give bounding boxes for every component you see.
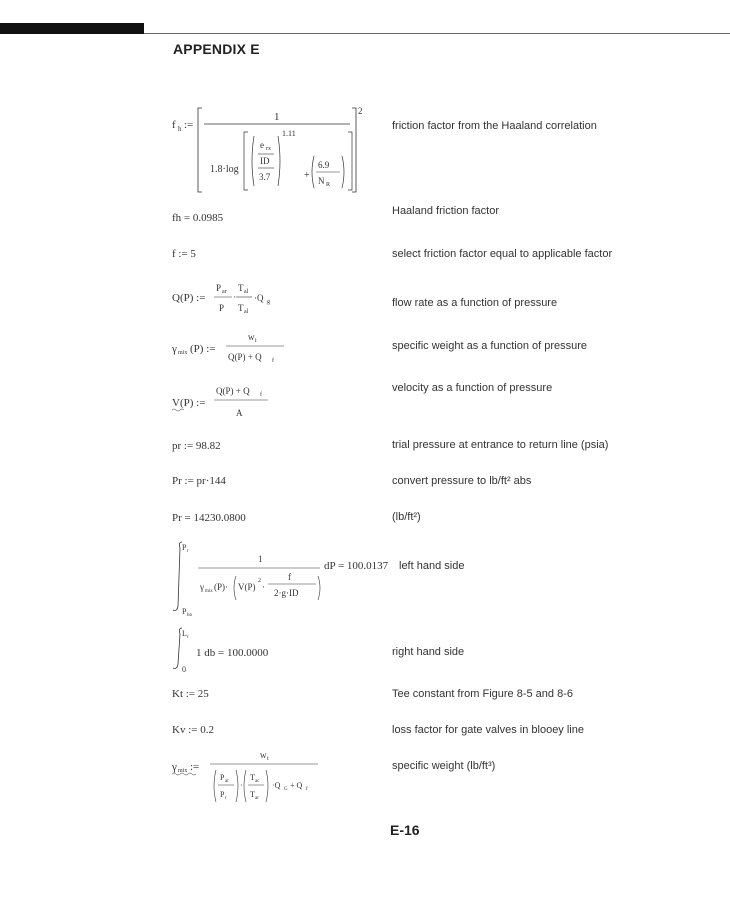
velocity-desc: velocity as a function of pressure bbox=[392, 382, 553, 394]
svg-text:(P)·: (P)· bbox=[214, 582, 228, 592]
svg-text:e: e bbox=[260, 140, 264, 150]
svg-text:R: R bbox=[326, 182, 331, 188]
gate-valve-desc: loss factor for gate valves in blooey line bbox=[392, 724, 584, 736]
svg-text:w: w bbox=[260, 750, 267, 760]
svg-text:f: f bbox=[172, 119, 176, 131]
svg-text:t: t bbox=[255, 338, 257, 344]
header-bar bbox=[0, 23, 144, 34]
svg-text:g: g bbox=[267, 299, 270, 305]
p-value-expr: Pr = 14230.0800 bbox=[172, 512, 246, 524]
svg-text::=: := bbox=[190, 761, 200, 773]
svg-text:P: P bbox=[220, 773, 225, 782]
rhs-integral-result: 1 db = 100.0000 bbox=[196, 647, 269, 659]
appendix-heading: APPENDIX E bbox=[173, 41, 260, 57]
haaland-equation bbox=[172, 106, 372, 199]
tee-const-desc: Tee constant from Figure 8-5 and 8-6 bbox=[392, 688, 573, 700]
svg-text:mix: mix bbox=[178, 768, 188, 774]
svg-text:mix: mix bbox=[178, 350, 188, 356]
trial-p-desc: trial pressure at entrance to return line (psia) bbox=[392, 439, 609, 451]
svg-text:r: r bbox=[187, 635, 189, 640]
svg-text:f: f bbox=[288, 572, 291, 582]
svg-text:ar: ar bbox=[225, 779, 229, 784]
haaland-desc: friction factor from the Haaland correlation bbox=[392, 120, 597, 132]
select-f-desc: select friction factor equal to applicable factor bbox=[392, 248, 613, 260]
svg-text:mix: mix bbox=[205, 589, 213, 594]
lhs-integral-result: dP = 100.0137 bbox=[324, 560, 389, 572]
spec-weight2-desc: specific weight (lb/ft³) bbox=[392, 760, 496, 772]
svg-text:2: 2 bbox=[358, 106, 363, 116]
velocity-equation bbox=[172, 384, 292, 423]
svg-text:f: f bbox=[272, 358, 274, 364]
svg-text:+: + bbox=[304, 170, 310, 181]
spec-weight-equation bbox=[172, 330, 292, 367]
svg-text:al: al bbox=[244, 289, 249, 295]
svg-text:T: T bbox=[250, 790, 255, 799]
svg-text:P: P bbox=[219, 303, 225, 313]
svg-text:ar: ar bbox=[255, 796, 259, 801]
svg-text:P: P bbox=[182, 543, 187, 552]
svg-text:T: T bbox=[238, 283, 244, 293]
svg-text:·: · bbox=[240, 781, 243, 790]
haaland-value: fh = 0.0985 bbox=[172, 212, 224, 224]
flow-rate-equation bbox=[172, 280, 292, 317]
svg-text:Q(P) :=: Q(P) := bbox=[172, 292, 206, 304]
svg-text:P: P bbox=[182, 607, 187, 616]
flow-rate-desc: flow rate as a function of pressure bbox=[392, 297, 558, 309]
svg-text:Q(P) + Q: Q(P) + Q bbox=[228, 352, 262, 362]
svg-text:N: N bbox=[318, 176, 325, 186]
svg-text:ar: ar bbox=[222, 289, 227, 295]
svg-text:6.9: 6.9 bbox=[318, 160, 330, 170]
svg-text:r: r bbox=[187, 549, 189, 554]
svg-text:V(P) :=: V(P) := bbox=[172, 397, 206, 409]
svg-text:T: T bbox=[250, 773, 255, 782]
svg-text:·Q: ·Q bbox=[254, 293, 264, 303]
svg-text:L: L bbox=[182, 629, 187, 638]
svg-text:Q(P) + Q: Q(P) + Q bbox=[216, 386, 250, 396]
svg-text:P: P bbox=[220, 790, 225, 799]
svg-text::=: := bbox=[184, 119, 194, 131]
svg-text:rx: rx bbox=[266, 146, 271, 152]
lhs-integral-desc: left hand side bbox=[399, 560, 465, 572]
svg-text:T: T bbox=[238, 303, 244, 313]
svg-text:(P) :=: (P) := bbox=[190, 343, 216, 355]
svg-text:1.11: 1.11 bbox=[282, 129, 296, 138]
svg-text:0: 0 bbox=[182, 665, 186, 674]
spec-weight-desc: specific weight as a function of pressure bbox=[392, 340, 588, 352]
svg-text:ac: ac bbox=[255, 779, 260, 784]
svg-text:G: G bbox=[284, 787, 288, 792]
rhs-integral bbox=[170, 626, 194, 677]
rhs-integral-desc: right hand side bbox=[392, 646, 465, 658]
svg-text:2: 2 bbox=[258, 578, 261, 584]
haaland-value-desc: Haaland friction factor bbox=[392, 205, 499, 217]
convert-p-expr: Pr := pr·144 bbox=[172, 475, 226, 487]
svg-text:al: al bbox=[244, 309, 249, 314]
svg-text:·Q: ·Q bbox=[272, 781, 281, 790]
tee-const-expr: Kt := 25 bbox=[172, 688, 209, 700]
svg-text:ID: ID bbox=[260, 156, 270, 166]
svg-text:V(P): V(P) bbox=[238, 582, 256, 592]
svg-text:γ: γ bbox=[200, 582, 204, 592]
select-f-expr: f := 5 bbox=[172, 248, 196, 260]
p-value-desc: (lb/ft²) bbox=[392, 511, 421, 523]
svg-text:bp: bp bbox=[187, 613, 192, 616]
svg-text:3.7: 3.7 bbox=[259, 172, 271, 182]
svg-text:1: 1 bbox=[258, 554, 263, 564]
gate-valve-expr: Kv := 0.2 bbox=[172, 724, 214, 736]
svg-text:w: w bbox=[248, 332, 255, 342]
svg-text:2·g·ID: 2·g·ID bbox=[274, 588, 299, 598]
svg-text:f: f bbox=[306, 787, 308, 792]
svg-text:+ Q: + Q bbox=[290, 781, 303, 790]
svg-text:t: t bbox=[267, 756, 269, 762]
svg-text:·: · bbox=[262, 582, 265, 592]
svg-text:f: f bbox=[260, 392, 262, 398]
lhs-integral bbox=[170, 540, 330, 619]
header-rule bbox=[144, 33, 730, 34]
trial-p-expr: pr := 98.82 bbox=[172, 440, 221, 452]
convert-p-desc: convert pressure to lb/ft² abs bbox=[392, 475, 532, 487]
svg-text:1.8·log: 1.8·log bbox=[210, 164, 239, 175]
svg-text:r: r bbox=[225, 796, 227, 801]
svg-text:h: h bbox=[178, 125, 182, 133]
svg-text:A: A bbox=[236, 408, 243, 418]
svg-text:P: P bbox=[216, 283, 222, 293]
svg-text:γ: γ bbox=[172, 343, 177, 355]
svg-text:γ: γ bbox=[172, 761, 177, 773]
page-number: E-16 bbox=[390, 822, 420, 838]
svg-text:·: · bbox=[233, 292, 236, 302]
spec-weight2-equation bbox=[172, 748, 332, 807]
svg-text:1: 1 bbox=[274, 111, 280, 123]
